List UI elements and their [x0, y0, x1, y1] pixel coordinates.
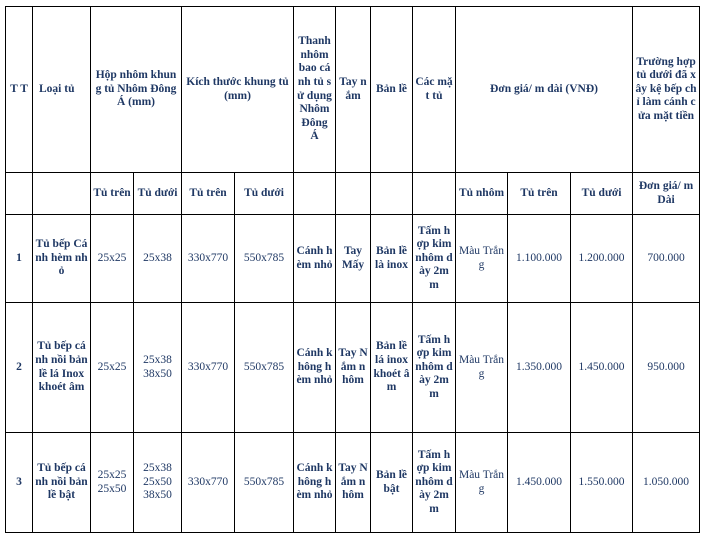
cell-hop-duoi — [134, 215, 182, 303]
subheader-don-gia-m-dai: Đơn giá/ m Dài — [633, 173, 700, 215]
subheader-empty-cell — [371, 173, 413, 215]
subheader-row — [6, 173, 700, 215]
cell-tay-nam: Tay Nắm nhôm — [336, 303, 371, 433]
header-thanh-nhom: Thanh nhôm bao cánh tủ sử dụng Nhôm Đông Á — [294, 7, 336, 173]
cell-hop-duoi — [134, 303, 182, 433]
cell-tu-nhom: Màu Trắng — [456, 433, 508, 533]
subheader-empty-cell — [336, 173, 371, 215]
subheader-empty-cell — [294, 173, 336, 215]
cell-hop-tren: 25x25 — [91, 303, 134, 433]
subheader-gia-tu-tren: Tủ trên — [508, 173, 571, 215]
cell-gia-duoi: 1.550.000 — [571, 433, 633, 533]
cell-tt: 2 — [6, 303, 33, 433]
cell-hop-duoi-line: 25x50 — [143, 475, 172, 488]
subheader-empty-cell — [6, 173, 33, 215]
cell-hop-duoi-line: 38x50 — [143, 489, 172, 502]
price-table — [5, 6, 700, 533]
header-tt: T T — [6, 7, 33, 173]
cell-hop-tren: 25x25 — [91, 215, 134, 303]
table-row — [6, 303, 700, 433]
cell-mat-tu: Tấm hợp kim nhôm dày 2mm — [413, 303, 456, 433]
cell-loai-tu: Tủ bếp Cánh hèm nhỏ — [33, 215, 91, 303]
cell-tu-nhom: Màu Trắng — [456, 215, 508, 303]
header-row — [6, 7, 700, 173]
cell-hop-duoi-line: 25x38 — [143, 251, 172, 264]
cell-loai-tu: Tủ bếp cánh nồi bản lề bật — [33, 433, 91, 533]
header-kich-thuoc: Kích thước khung tủ (mm) — [182, 7, 294, 173]
subheader-kt-tu-tren: Tủ trên — [182, 173, 235, 215]
subheader-kt-tu-duoi: Tủ dưới — [235, 173, 294, 215]
cell-ban-le: Bản lề là inox — [371, 215, 413, 303]
cell-thanh-nhom: Cánh không hèm nhỏ — [294, 433, 336, 533]
table-row — [6, 215, 700, 303]
cell-hop-duoi-line: 25x38 — [143, 462, 172, 475]
cell-loai-tu: Tủ bếp cánh nồi bản lề lá Inox khoét âm — [33, 303, 91, 433]
cell-ban-le: Bản lề lá inox khoét âm — [371, 303, 413, 433]
header-hop-nhom: Hộp nhôm khung tủ Nhôm Đông Á (mm) — [91, 7, 182, 173]
cell-gia-duoi: 1.450.000 — [571, 303, 633, 433]
subheader-hop-tu-tren: Tủ trên — [91, 173, 134, 215]
cell-gia-m-dai: 700.000 — [633, 215, 700, 303]
subheader-empty-cell — [33, 173, 91, 215]
header-loai-tu: Loại tủ — [33, 7, 91, 173]
cell-tt: 1 — [6, 215, 33, 303]
cell-hop-duoi — [134, 433, 182, 533]
cell-kt-tren: 330x770 — [182, 433, 235, 533]
header-ban-le: Bản lề — [371, 7, 413, 173]
cell-kt-duoi: 550x785 — [235, 433, 294, 533]
cell-hop-duoi-line: 25x38 — [143, 353, 172, 366]
cell-hop-tren-line: 25x50 — [97, 482, 127, 495]
header-don-gia: Đơn giá/ m dài (VNĐ) — [456, 7, 633, 173]
cell-thanh-nhom: Cánh hèm nhỏ — [294, 215, 336, 303]
cell-mat-tu: Tấm hợp kim nhôm dày 2mm — [413, 215, 456, 303]
table-row — [6, 433, 700, 533]
cell-hop-tren — [91, 433, 134, 533]
cell-kt-duoi: 550x785 — [235, 215, 294, 303]
cell-gia-tren: 1.100.000 — [508, 215, 571, 303]
cell-hop-tren-line: 25x25 — [97, 468, 127, 481]
cell-mat-tu: Tấm hợp kim nhôm dày 2mm — [413, 433, 456, 533]
header-truong-hop: Trường hợp tủ dưới đã xây kệ bếp chỉ làm cánh cửa mặt tiền — [633, 7, 700, 173]
cell-ban-le: Bản lề bật — [371, 433, 413, 533]
cell-gia-tren: 1.450.000 — [508, 433, 571, 533]
cell-gia-tren: 1.350.000 — [508, 303, 571, 433]
cell-tu-nhom: Màu Trắng — [456, 303, 508, 433]
cell-gia-duoi: 1.200.000 — [571, 215, 633, 303]
cell-kt-tren: 330x770 — [182, 215, 235, 303]
cell-kt-duoi: 550x785 — [235, 303, 294, 433]
cell-thanh-nhom: Cánh không hèm nhỏ — [294, 303, 336, 433]
subheader-hop-tu-duoi: Tủ dưới — [134, 173, 182, 215]
cell-tay-nam: Tay Nắm nhôm — [336, 433, 371, 533]
subheader-tu-nhom: Tủ nhôm — [456, 173, 508, 215]
cell-kt-tren: 330x770 — [182, 303, 235, 433]
cell-hop-duoi-line: 38x50 — [143, 367, 172, 380]
header-tay-nam: Tay nắm — [336, 7, 371, 173]
header-cac-mat-tu: Các mặt tủ — [413, 7, 456, 173]
subheader-empty-cell — [413, 173, 456, 215]
cell-tt: 3 — [6, 433, 33, 533]
cell-tay-nam: Tay Mấy — [336, 215, 371, 303]
cell-gia-m-dai: 1.050.000 — [633, 433, 700, 533]
cell-gia-m-dai: 950.000 — [633, 303, 700, 433]
subheader-gia-tu-duoi: Tủ dưới — [571, 173, 633, 215]
